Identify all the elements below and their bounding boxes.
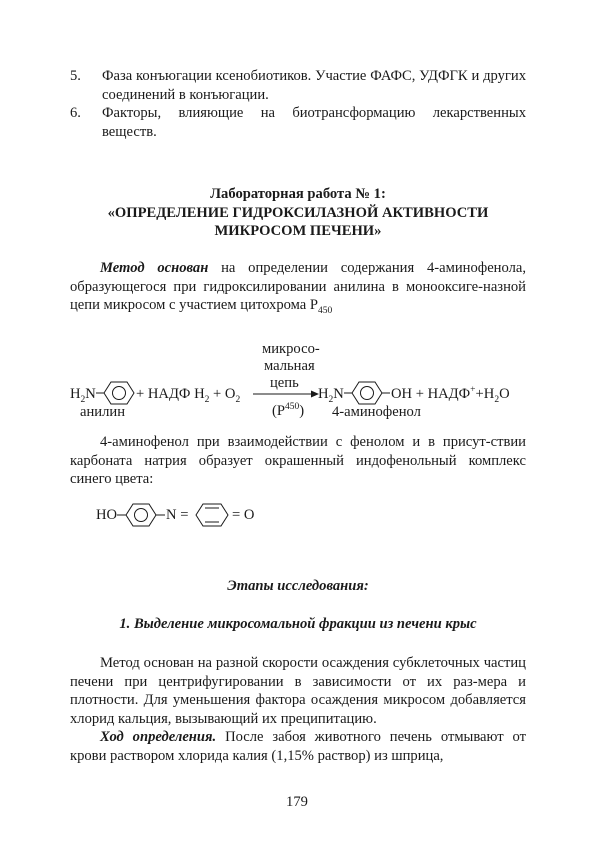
carbonyl-group: = O <box>232 507 255 523</box>
lab-heading <box>70 185 526 241</box>
catalyst-label-1: микросо- <box>262 341 320 357</box>
aniline-label: анилин <box>80 404 125 420</box>
method-lead: Метод основан <box>100 260 209 276</box>
method-paragraph <box>70 259 526 315</box>
reaction-arrow-icon <box>253 389 319 399</box>
cytochrome-label: $(P^{450})$ <box>272 402 305 419</box>
question-list <box>70 67 526 141</box>
reaction-scheme <box>70 340 530 420</box>
products-text: OH + $НАДФ^++H_2O$ <box>391 385 510 405</box>
hydroxyl-group: HO <box>96 507 118 523</box>
lab-title-line1: «ОПРЕДЕЛЕНИЕ ГИДРОКСИЛАЗНОЙ АКТИВНОСТИ <box>107 204 489 221</box>
lab-title-line2: МИКРОСОМ ПЕЧЕНИ» <box>214 223 382 239</box>
lab-number: Лабораторная работа № 1: <box>210 186 386 202</box>
procedure-text: После забоя животного печень отмывают от крови раствором хлорида калия (1,15% раствор) из шприца, <box>70 729 526 764</box>
list-item <box>70 67 526 104</box>
section-title: 1. Выделение микросомальной фракции из печени крыс <box>119 616 477 632</box>
aniline-amine-group: $H_2N$ <box>70 386 96 405</box>
catalyst-label-2: мальная <box>264 358 315 374</box>
indophenol-paragraph: 4-аминофенол при взаимодействии с фенолом и в присут-ствии карбоната натрия образует окрашенный индофенольный комплекс синего цвета: <box>70 434 526 487</box>
catalyst-label-3: цепь <box>270 375 299 391</box>
cytochrome-subscript: 450 <box>318 305 333 316</box>
indophenol-formula <box>96 500 266 530</box>
aminophenol-label: 4-аминофенол <box>332 404 421 420</box>
quinone-ring-icon <box>194 501 232 529</box>
imine-group: N = <box>166 507 189 523</box>
reactants-text: + НАДФ $H_2 + O_2$ <box>136 386 241 405</box>
aminophenol-amine-group: $H_2N$ <box>318 386 344 405</box>
stages-title: Этапы исследования: <box>227 578 369 594</box>
centrifugation-paragraph: Метод основан на разной скорости осаждения субклеточных частиц печени при центрифугировании в зависимости от их раз-мера и плотности. Для уменьшения фактора осаждения микросом добавляется хлорид кальция, вызывающий их преципитацию. <box>70 655 526 727</box>
procedure-paragraph <box>70 728 526 765</box>
list-item-text: Факторы, влияющие на биотрансформацию лекарственных веществ. <box>102 105 526 140</box>
page-number: 179 <box>286 794 308 810</box>
list-item <box>70 104 526 141</box>
procedure-lead: Ход определения. <box>100 729 217 745</box>
method-text: на определении содержания 4-аминофенола, образующегося при гидроксилировании анилина в монооксиге-назной цепи микросом с участием цитохрома Р <box>70 260 526 313</box>
list-item-text: Фаза конъюгации ксенобиотиков. Участие ФАФС, УДФГК и других соединений в конъюгации. <box>102 68 526 103</box>
list-item-number: 5. <box>70 68 81 84</box>
list-item-number: 6. <box>70 105 81 121</box>
